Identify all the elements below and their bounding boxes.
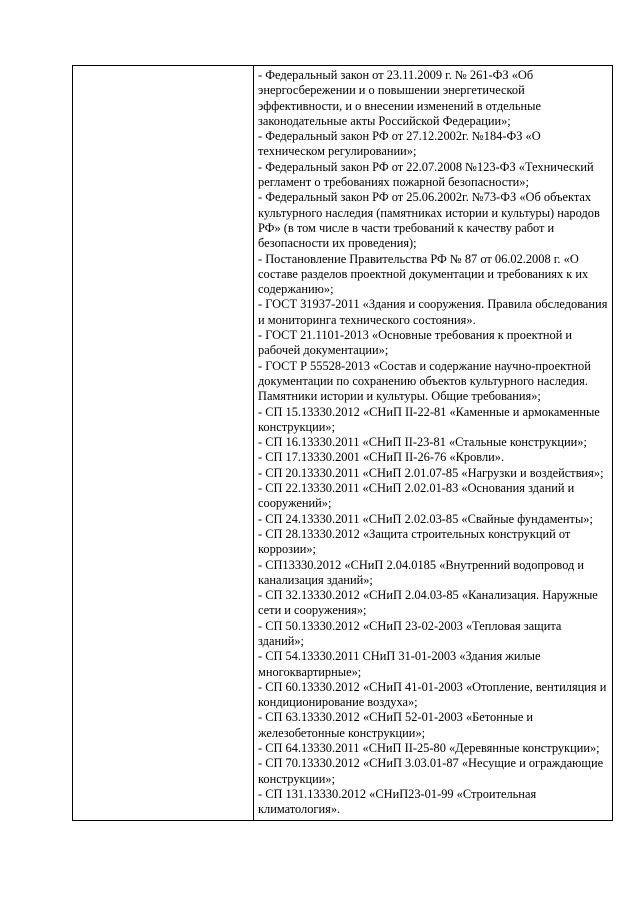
list-item: - СП 16.13330.2011 «СНиП II-23-81 «Стальные конструкции»; bbox=[258, 435, 587, 450]
list-item: - СП 63.13330.2012 «СНиП 52-01-2003 «Бетонные и железобетонные конструкции»; bbox=[258, 710, 534, 740]
regulations-list bbox=[258, 68, 608, 818]
list-item: - Федеральный закон от 23.11.2009 г. № 261-ФЗ «Об энергосбережении и о повышении энергетической эффективности, и о внесении изменений в отдельные законодательные акты Российской Федерации»; bbox=[258, 68, 541, 128]
document-table bbox=[72, 65, 613, 821]
table-row bbox=[73, 66, 613, 821]
list-item: - СП13330.2012 «СНиП 2.04.0185 «Внутренний водопровод и канализация зданий»; bbox=[258, 557, 585, 587]
list-item: - СП 54.13330.2011 СНиП 31-01-2003 «Здания жилые многоквартирные»; bbox=[258, 649, 541, 679]
list-item: - ГОСТ Р 55528-2013 «Состав и содержание научно-проектной документации по сохранению объектов культурного наследия. Памятники истории и культуры. Общие требования»; bbox=[258, 358, 591, 404]
list-item: - СП 70.13330.2012 «СНиП 3.03.01-87 «Несущие и ограждающие конструкции»; bbox=[258, 756, 604, 786]
list-item: - Федеральный закон РФ от 25.06.2002г. №73-ФЗ «Об объектах культурного наследия (памятниках истории и культуры) народов РФ» (в том числе в части требований к качеству работ и безопасности их проведения); bbox=[258, 190, 600, 251]
list-item: - СП 20.13330.2011 «СНиП 2.01.07-85 «Нагрузки и воздействия»; bbox=[258, 465, 604, 480]
list-item: - СП 131.13330.2012 «СНиП23-01-99 «Строительная климатология». bbox=[258, 786, 537, 817]
list-item: - СП 60.13330.2012 «СНиП 41-01-2003 «Отопление, вентиляция и кондиционирование воздуха»; bbox=[258, 679, 607, 710]
list-item: - СП 64.13330.2011 «СНиП II-25-80 «Деревянные конструкции»; bbox=[258, 741, 600, 756]
list-item: - ГОСТ 21.1101-2013 «Основные требования к проектной и рабочей документации»; bbox=[258, 328, 573, 358]
list-item: - СП 15.13330.2012 «СНиП II-22-81 «Каменные и армокаменные конструкции»; bbox=[258, 404, 600, 434]
list-item: - СП 22.13330.2011 «СНиП 2.02.01-83 «Основания зданий и сооружений»; bbox=[258, 481, 575, 511]
list-item: - СП 24.13330.2011 «СНиП 2.02.03-85 «Свайные фундаменты»; bbox=[258, 511, 593, 526]
list-item: - СП 32.13330.2012 «СНиП 2.04.03-85 «Канализация. Наружные сети и сооружения»; bbox=[258, 588, 598, 618]
list-item: - ГОСТ 31937-2011 «Здания и сооружения. Правила обследования и мониторинга технического состояния». bbox=[258, 297, 608, 327]
list-item: - СП 17.13330.2001 «СНиП II-26-76 «Кровли». bbox=[258, 450, 505, 465]
empty-left-cell bbox=[73, 66, 254, 821]
list-item: - СП 50.13330.2012 «СНиП 23-02-2003 «Тепловая защита зданий»; bbox=[258, 618, 562, 648]
list-item: - Постановление Правительства РФ № 87 от 06.02.2008 г. «О составе разделов проектной документации и требованиях к их содержанию»; bbox=[258, 251, 589, 297]
regulations-cell bbox=[254, 66, 613, 821]
list-item: - Федеральный закон РФ от 27.12.2002г. №184-ФЗ «О техническом регулировании»; bbox=[258, 129, 541, 159]
list-item: - Федеральный закон РФ от 22.07.2008 №123-ФЗ «Технический регламент о требованиях пожарной безопасности»; bbox=[258, 159, 594, 190]
list-item: - СП 28.13330.2012 «Защита строительных конструкций от коррозии»; bbox=[258, 526, 571, 557]
